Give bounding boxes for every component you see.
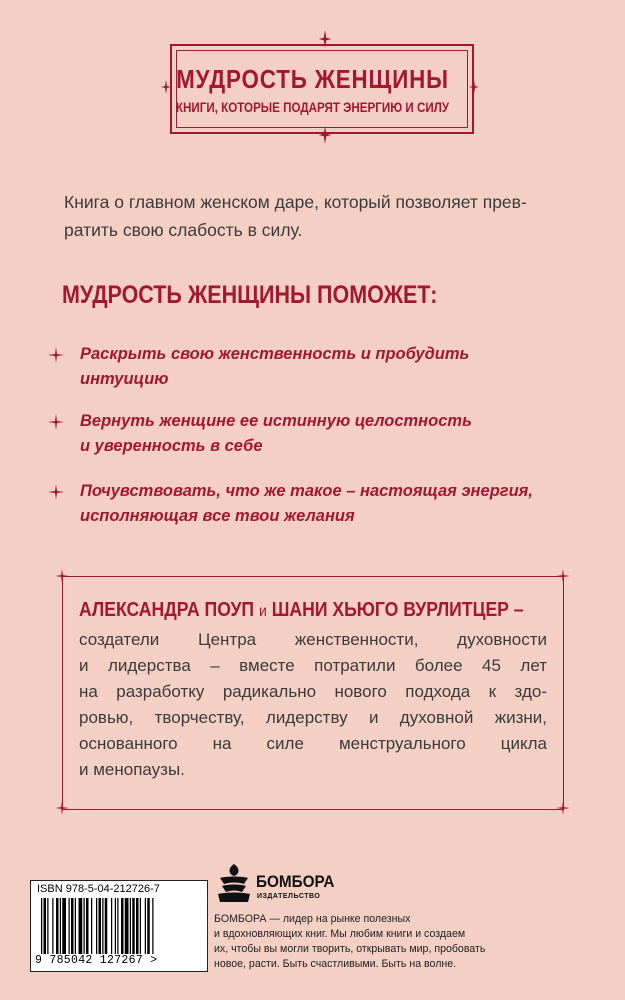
publisher-desc-line: новое, расти. Быть счастливыми. Быть на волне. bbox=[214, 958, 457, 970]
intro-line: ратить свою слабость в силу. bbox=[64, 220, 303, 240]
barcode-bar bbox=[44, 898, 47, 954]
benefit-line: и уверенность в себе bbox=[80, 437, 263, 455]
sparkle-bullet-icon bbox=[48, 414, 64, 430]
barcode-bar bbox=[105, 898, 108, 954]
barcode-bar bbox=[132, 898, 135, 954]
benefit-line: исполняющая все твои желания bbox=[80, 507, 355, 525]
author-names bbox=[79, 599, 524, 622]
author-name-1: АЛЕКСАНДРА ПОУП bbox=[79, 599, 255, 621]
barcode bbox=[30, 880, 208, 972]
isbn-text: ISBN 978-5-04-212726-7 bbox=[37, 883, 160, 895]
barcode-bar bbox=[152, 898, 153, 954]
helps-heading: МУДРОСТЬ ЖЕНЩИНЫ ПОМОЖЕТ: bbox=[62, 281, 438, 309]
barcode-bar bbox=[79, 898, 83, 954]
publisher-desc-line: БОМБОРА — лидер на рынке полезных bbox=[214, 913, 411, 925]
barcode-bars bbox=[41, 898, 199, 954]
benefit-text bbox=[80, 409, 472, 459]
author-bio-line: и менопаузы. bbox=[79, 760, 185, 779]
bombora-logo-icon bbox=[214, 862, 254, 904]
barcode-bar bbox=[145, 898, 146, 954]
sparkle-icon bbox=[556, 801, 570, 815]
sparkle-icon bbox=[318, 126, 332, 144]
barcode-bar bbox=[71, 898, 74, 954]
barcode-bar bbox=[130, 898, 131, 954]
author-bio-line: и лидерства – вместе потратили более 45 лет bbox=[79, 656, 547, 675]
barcode-bar bbox=[99, 898, 102, 954]
barcode-bar bbox=[84, 898, 85, 954]
barcode-digits: 9 785042 127267 > bbox=[35, 954, 158, 967]
benefit-line: Вернуть женщине ее истинную целостность bbox=[80, 412, 472, 430]
intro-paragraph bbox=[64, 188, 564, 244]
sparkle-icon bbox=[556, 569, 570, 583]
barcode-bar bbox=[140, 898, 141, 954]
barcode-bar bbox=[60, 898, 61, 954]
series-title: МУДРОСТЬ ЖЕНЩИНЫ bbox=[176, 64, 449, 94]
barcode-bar bbox=[91, 898, 92, 954]
author-bio-line: создатели Центра женственности, духовности bbox=[79, 630, 547, 649]
intro-line: Книга о главном женском даре, который позволяет прев- bbox=[64, 192, 527, 212]
publisher-description bbox=[214, 912, 504, 972]
benefit-line: Раскрыть свою женственность и пробудить bbox=[80, 345, 470, 363]
publisher-sub: ИЗДАТЕЛЬСТВО bbox=[257, 893, 321, 900]
barcode-bar bbox=[115, 898, 116, 954]
barcode-bar bbox=[75, 898, 76, 954]
barcode-bar bbox=[136, 898, 139, 954]
barcode-bar bbox=[117, 898, 118, 954]
author-bio-line: на разработку радикально нового подхода к здо- bbox=[79, 682, 547, 701]
author-name-2: ШАНИ ХЬЮГО ВУРЛИТЦЕР – bbox=[271, 599, 524, 621]
barcode-bar bbox=[56, 898, 59, 954]
benefit-line: Почувствовать, что же такое – настоящая энергия, bbox=[80, 482, 533, 500]
barcode-bar bbox=[147, 898, 150, 954]
barcode-bar bbox=[62, 898, 66, 954]
barcode-bar bbox=[69, 898, 70, 954]
sparkle-icon bbox=[55, 569, 69, 583]
barcode-bar bbox=[52, 898, 53, 954]
barcode-bar bbox=[96, 898, 97, 954]
publisher-desc-line: и вдохновляющих книг. Мы любим книги и создаем bbox=[214, 928, 466, 940]
benefit-line: интуицию bbox=[80, 370, 169, 388]
author-bio-line: ровью, творчеству, лидерству и духовной жизни, bbox=[79, 708, 547, 727]
barcode-bar bbox=[86, 898, 89, 954]
barcode-bar bbox=[121, 898, 124, 954]
author-conjunction: и bbox=[258, 603, 267, 620]
barcode-bar bbox=[47, 898, 48, 954]
benefit-text bbox=[80, 342, 469, 392]
barcode-bar bbox=[41, 898, 42, 954]
barcode-bar bbox=[102, 898, 103, 954]
barcode-bar bbox=[125, 898, 129, 954]
sparkle-bullet-icon bbox=[48, 484, 64, 500]
publisher-name: БОМБОРА bbox=[256, 872, 335, 891]
benefit-text bbox=[80, 479, 533, 529]
author-bio-line: основанного на силе менструального цикла bbox=[79, 734, 547, 753]
series-subtitle: КНИГИ, КОТОРЫЕ ПОДАРЯТ ЭНЕРГИЮ И СИЛУ bbox=[175, 100, 450, 115]
publisher-desc-line: их, чтобы вы могли творить, открывать мир, пробовать bbox=[214, 943, 486, 955]
barcode-bar bbox=[111, 898, 112, 954]
sparkle-icon bbox=[55, 801, 69, 815]
sparkle-bullet-icon bbox=[48, 347, 64, 363]
sparkle-icon bbox=[318, 30, 332, 48]
